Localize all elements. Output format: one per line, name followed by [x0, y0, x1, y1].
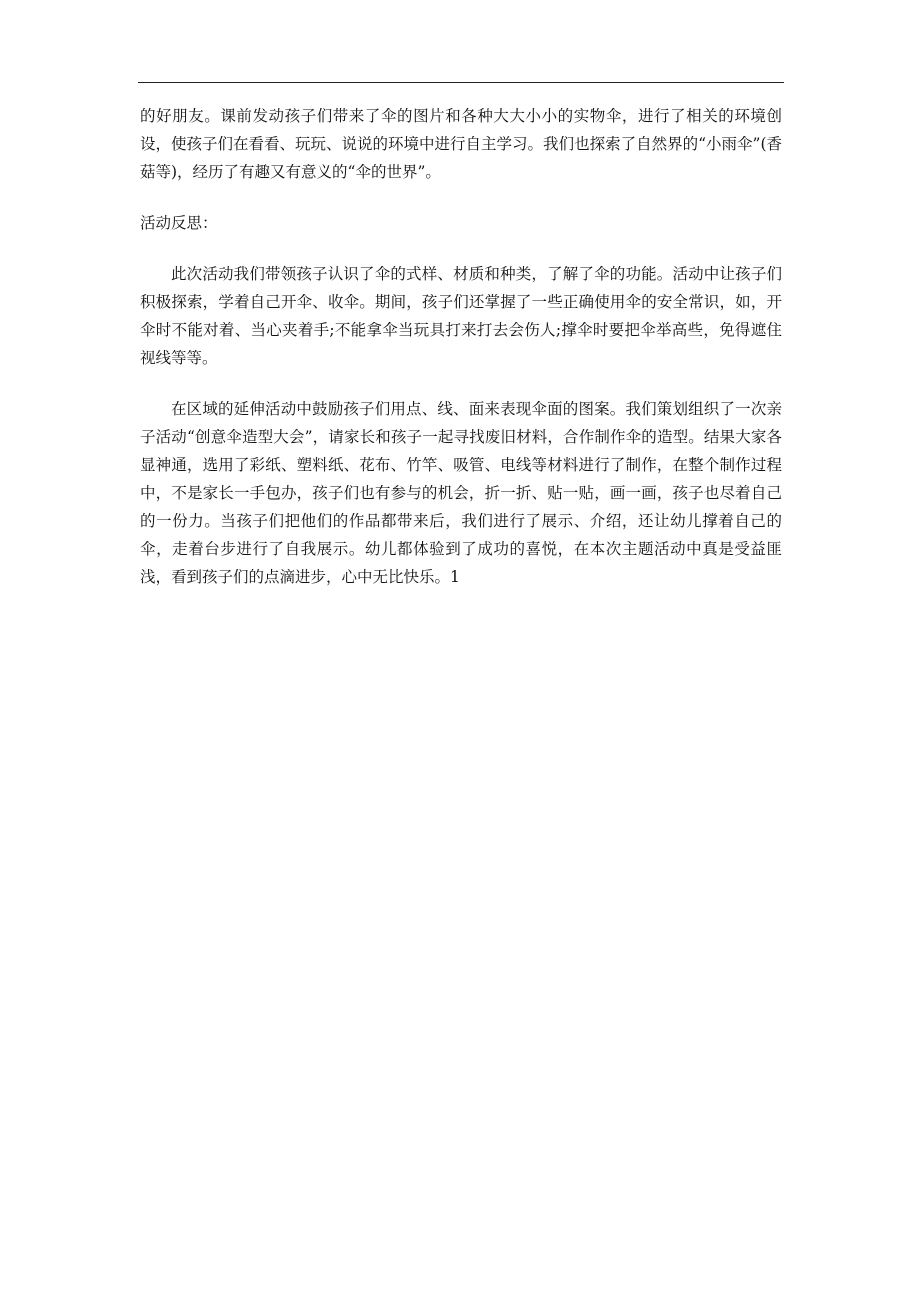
paragraph-extension-activity: 在区域的延伸活动中鼓励孩子们用点、线、面来表现伞面的图案。我们策划组织了一次亲子活动“创意伞造型大会”，请家长和孩子一起寻找废旧材料，合作制作伞的造型。结果大家各显神通，选用了彩纸、塑料纸、花布、竹竿、吸管、电线等材料进行了制作，在整个制作过程中，不是家长一手包办，孩子们也有参与的机会，折一折、贴一贴，画一画，孩子也尽着自己的一份力。当孩子们把他们的作品都带来后，我们进行了展示、介绍，还让幼儿撑着自己的伞，走着台步进行了自我展示。幼儿都体验到了成功的喜悦，在本次主题活动中真是受益匪浅，看到孩子们的点滴进步，心中无比快乐。1 [140, 400, 782, 586]
header-rule [138, 82, 784, 83]
paragraph-intro: 的好朋友。课前发动孩子们带来了伞的图片和各种大大小小的实物伞，进行了相关的环境创设，使孩子们在看看、玩玩、说说的环境中进行自主学习。我们也探索了自然界的“小雨伞”(香菇等)，经历了有趣又有意义的“伞的世界”。 [140, 107, 782, 181]
section-heading-reflection: 活动反思： [140, 214, 218, 232]
paragraph-reflection: 此次活动我们带领孩子认识了伞的式样、材质和种类，了解了伞的功能。活动中让孩子们积极探索，学着自己开伞、收伞。期间，孩子们还掌握了一些正确使用伞的安全常识，如，开伞时不能对着、当心夹着手;不能拿伞当玩具打来打去会伤人;撑伞时要把伞举高些，免得遮住视线等等。 [140, 265, 782, 367]
document-body [140, 102, 782, 614]
